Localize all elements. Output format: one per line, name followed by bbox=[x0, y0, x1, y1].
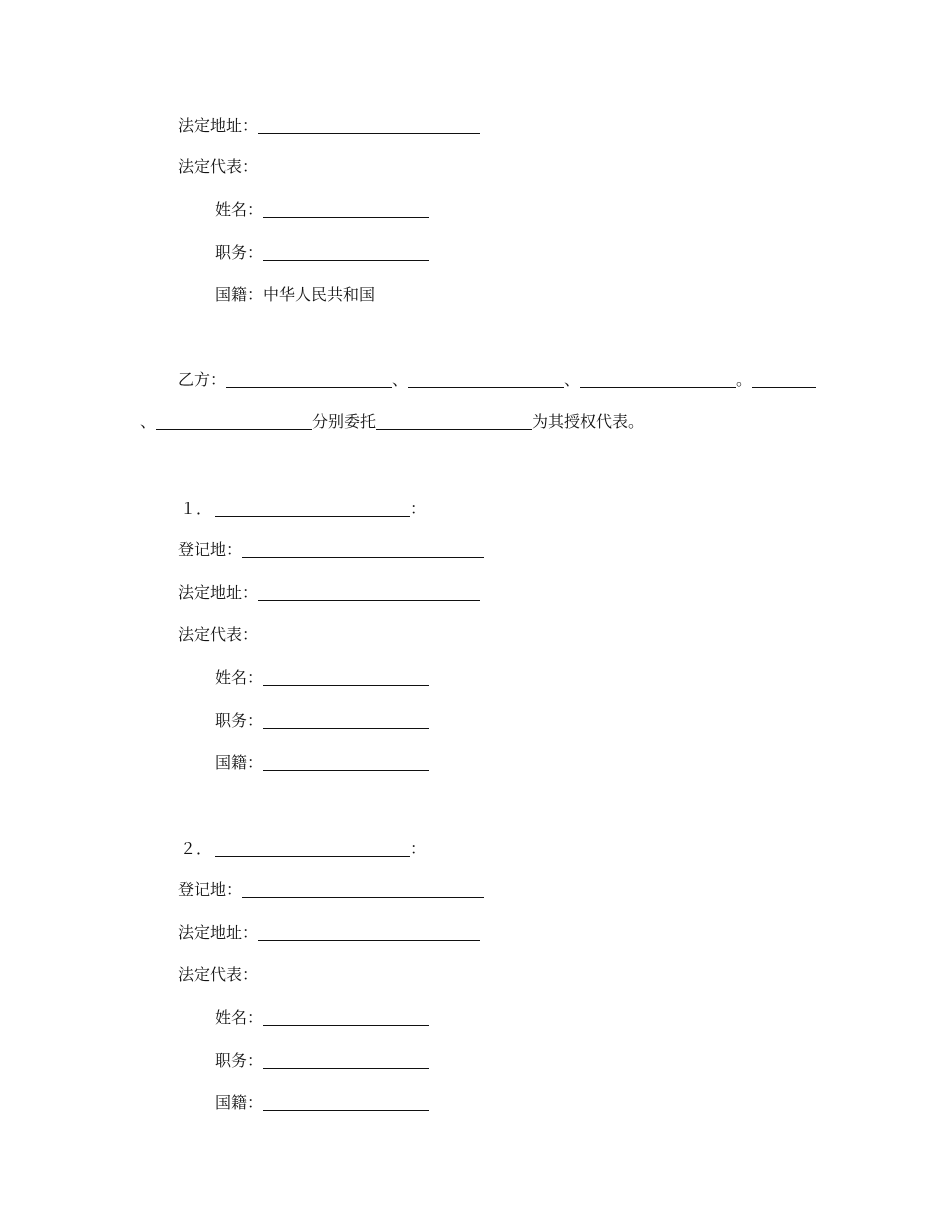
party-b-blank-5[interactable] bbox=[156, 411, 312, 430]
legal-address-row bbox=[178, 114, 480, 138]
position-blank[interactable] bbox=[263, 710, 429, 729]
entity-2-number: ２． bbox=[180, 839, 213, 858]
name-blank[interactable] bbox=[263, 1007, 429, 1026]
nationality-value: 中华人民共和国 bbox=[263, 285, 376, 304]
party-b-blank-4[interactable] bbox=[752, 369, 816, 388]
entity-2-legal-rep-row bbox=[178, 963, 258, 987]
legal-rep-label: 法定代表： bbox=[178, 157, 259, 176]
legal-rep-label: 法定代表： bbox=[178, 965, 259, 984]
party-b-line-2 bbox=[140, 410, 644, 434]
name-label: 姓名： bbox=[215, 200, 264, 219]
name-blank[interactable] bbox=[263, 199, 429, 218]
position-row bbox=[215, 241, 429, 265]
name-label: 姓名： bbox=[215, 668, 264, 687]
authorized-rep-text: 为其授权代表。 bbox=[532, 412, 645, 431]
entity-1-header bbox=[180, 497, 426, 521]
registration-label: 登记地： bbox=[178, 880, 243, 899]
legal-address-label: 法定地址： bbox=[178, 116, 259, 135]
period: 。 bbox=[736, 370, 753, 389]
entity-1-registration-row bbox=[178, 538, 484, 562]
nationality-blank[interactable] bbox=[263, 1092, 429, 1111]
registration-label: 登记地： bbox=[178, 540, 243, 559]
registration-blank[interactable] bbox=[242, 539, 484, 558]
position-blank[interactable] bbox=[263, 242, 429, 261]
party-b-blank-3[interactable] bbox=[580, 369, 736, 388]
comma-3: 、 bbox=[140, 412, 157, 431]
entity-1-position-row bbox=[215, 709, 429, 733]
legal-address-label: 法定地址： bbox=[178, 583, 259, 602]
entity-2-registration-row bbox=[178, 878, 484, 902]
comma-1: 、 bbox=[392, 370, 409, 389]
name-label: 姓名： bbox=[215, 1008, 264, 1027]
entity-1-nationality-row bbox=[215, 751, 429, 775]
entity-1-name-blank[interactable] bbox=[215, 498, 410, 517]
legal-address-label: 法定地址： bbox=[178, 923, 259, 942]
name-blank[interactable] bbox=[263, 667, 429, 686]
legal-address-blank[interactable] bbox=[258, 115, 480, 134]
entity-2-legal-address-row bbox=[178, 921, 480, 945]
separately-entrust-text: 分别委托 bbox=[312, 412, 377, 431]
registration-blank[interactable] bbox=[242, 879, 484, 898]
position-blank[interactable] bbox=[263, 1050, 429, 1069]
legal-address-blank[interactable] bbox=[258, 582, 480, 601]
nationality-row bbox=[215, 283, 375, 307]
position-label: 职务： bbox=[215, 711, 264, 730]
legal-rep-row bbox=[178, 155, 258, 179]
entity-2-header bbox=[180, 837, 426, 861]
entity-2-name-blank[interactable] bbox=[215, 838, 410, 857]
entity-2-nationality-row bbox=[215, 1091, 429, 1115]
entity-1-legal-address-row bbox=[178, 581, 480, 605]
nationality-blank[interactable] bbox=[263, 752, 429, 771]
party-b-blank-1[interactable] bbox=[226, 369, 392, 388]
nationality-label: 国籍： bbox=[215, 753, 264, 772]
legal-rep-label: 法定代表： bbox=[178, 625, 259, 644]
party-b-line-1 bbox=[178, 368, 816, 392]
party-b-blank-2[interactable] bbox=[408, 369, 564, 388]
entity-1-number: １． bbox=[180, 499, 213, 518]
authorized-rep-blank[interactable] bbox=[376, 411, 532, 430]
comma-2: 、 bbox=[564, 370, 581, 389]
party-b-label: 乙方： bbox=[178, 370, 227, 389]
entity-2-position-row bbox=[215, 1049, 429, 1073]
position-label: 职务： bbox=[215, 1051, 264, 1070]
entity-2-name-row bbox=[215, 1006, 429, 1030]
name-row bbox=[215, 198, 429, 222]
entity-1-legal-rep-row bbox=[178, 623, 258, 647]
legal-address-blank[interactable] bbox=[258, 922, 480, 941]
position-label: 职务： bbox=[215, 243, 264, 262]
nationality-label: 国籍： bbox=[215, 1093, 264, 1112]
entity-1-colon: ： bbox=[410, 499, 427, 518]
nationality-label: 国籍： bbox=[215, 285, 264, 304]
entity-2-colon: ： bbox=[410, 839, 427, 858]
entity-1-name-row bbox=[215, 666, 429, 690]
